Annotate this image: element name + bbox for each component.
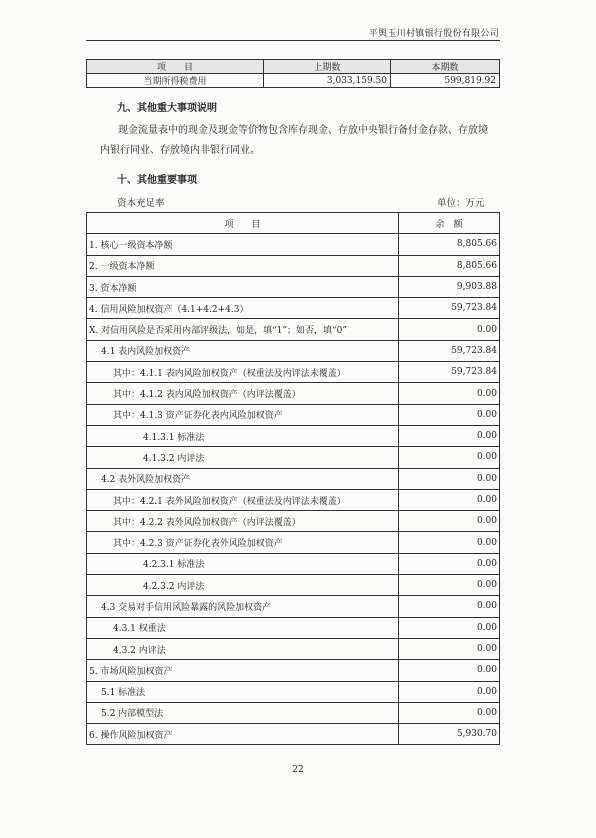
page-header-company: 平舆玉川村镇银行股份有限公司 [368,29,499,39]
table-row [87,255,500,276]
section-9-text: 现金流量表中的现金及现金等价物包含库存现金、存放中央银行备付金存款、存放境内银行同业、存放境内非银行同业。 [100,125,488,156]
row-value: 0.00 [399,617,500,638]
row-value: 59,723.84 [399,362,500,383]
table-row [87,532,500,553]
row-label: 5. 市场风险加权资产 [87,660,399,681]
row-value: 0.00 [399,404,500,425]
row-value: 0.00 [399,553,500,574]
row-value: 0.00 [399,532,500,553]
header-curr: 本期数 [391,60,500,74]
row-label: 4.2.3.2 内评法 [87,575,399,596]
table-row [87,425,500,446]
header-prev: 上期数 [264,60,391,74]
row-label: 其中：4.1.1 表内风险加权资产（权重法及内评法未覆盖） [87,362,399,383]
table-row [87,638,500,659]
row-value: 0.00 [399,638,500,659]
row-value: 0.00 [399,596,500,617]
table-row [87,596,500,617]
row-value: 0.00 [399,660,500,681]
table-row [87,724,500,745]
row-label: 4. 信用风险加权资产（4.1+4.2+4.3） [87,298,399,319]
table-row [87,702,500,723]
row-label: 其中：4.2.1 表外风险加权资产（权重法及内评法未覆盖） [87,489,399,510]
row-label: 3. 资本净额 [87,276,399,297]
row-value: 8,805.66 [399,255,500,276]
row-value: 0.00 [399,383,500,404]
row-value: 59,723.84 [399,298,500,319]
row-curr: 599,819.92 [391,74,500,88]
row-value: 5,930.70 [399,724,500,745]
row-value: 0.00 [399,468,500,489]
row-value: 8,805.66 [399,234,500,255]
table-row [87,681,500,702]
row-label: 5.1 标准法 [87,681,399,702]
row-label: 4.1.3.1 标准法 [87,425,399,446]
row-label: 当期所得税费用 [87,74,264,88]
row-value: 0.00 [399,489,500,510]
row-label: 4.3.2 内评法 [87,638,399,659]
table-row [87,319,500,340]
row-label: 1. 核心一级资本净额 [87,234,399,255]
row-label: 2. 一级资本净额 [87,255,399,276]
section-10-title: 十、其他重要事项 [117,175,197,186]
table-row [87,575,500,596]
row-label: 其中：4.2.2 表外风险加权资产（内评法覆盖） [87,511,399,532]
capital-adequacy-table [86,212,500,745]
table-row [87,468,500,489]
unit-label: 单位：万元 [437,198,485,209]
table-row [87,511,500,532]
page-number: 22 [292,765,304,775]
row-label: 6. 操作风险加权资产 [87,724,399,745]
table-header-row [87,213,500,234]
row-label: 4.1.3.2 内评法 [87,447,399,468]
table-row [87,298,500,319]
row-label: 4.3 交易对手信用风险暴露的风险加权资产 [87,596,399,617]
row-value: 0.00 [399,575,500,596]
row-label: 其中：4.1.3 资产证券化表内风险加权资产 [87,404,399,425]
table-row [87,362,500,383]
table-row [87,340,500,361]
row-label: 其中：4.2.3 资产证券化表外风险加权资产 [87,532,399,553]
row-prev: 3,033,159.50 [264,74,391,88]
row-label: 4.1 表内风险加权资产 [87,340,399,361]
row-label: 4.2 表外风险加权资产 [87,468,399,489]
row-label: 4.2.3.1 标准法 [87,553,399,574]
section-9-title: 九、其他重大事项说明 [117,103,217,114]
row-label: 4.3.1 权重法 [87,617,399,638]
header-rule [86,40,500,41]
table-row [87,234,500,255]
table-row [87,404,500,425]
table-row [87,660,500,681]
row-label: 5.2 内部模型法 [87,702,399,723]
income-tax-table [86,59,500,88]
header-item: 项 目 [87,60,264,74]
row-value: 59,723.84 [399,340,500,361]
table-row [87,617,500,638]
row-value: 0.00 [399,681,500,702]
table-row [87,489,500,510]
row-label: 其中：4.1.2 表内风险加权资产（内评法覆盖） [87,383,399,404]
row-value: 9,903.88 [399,276,500,297]
table-row [87,276,500,297]
row-value: 0.00 [399,702,500,723]
table-row [87,74,500,88]
capital-adequacy-subtitle: 资本充足率 [117,198,165,209]
row-value: 0.00 [399,447,500,468]
header-balance: 余 额 [399,213,500,234]
row-value: 0.00 [399,425,500,446]
table-row [87,383,500,404]
table-row [87,447,500,468]
row-value: 0.00 [399,319,500,340]
header-item: 项 目 [87,213,399,234]
row-value: 0.00 [399,511,500,532]
table-header-row [87,60,500,74]
table-row [87,553,500,574]
row-label: X. 对信用风险是否采用内部评级法，如是，填“1”；如否，填“0” [87,319,399,340]
